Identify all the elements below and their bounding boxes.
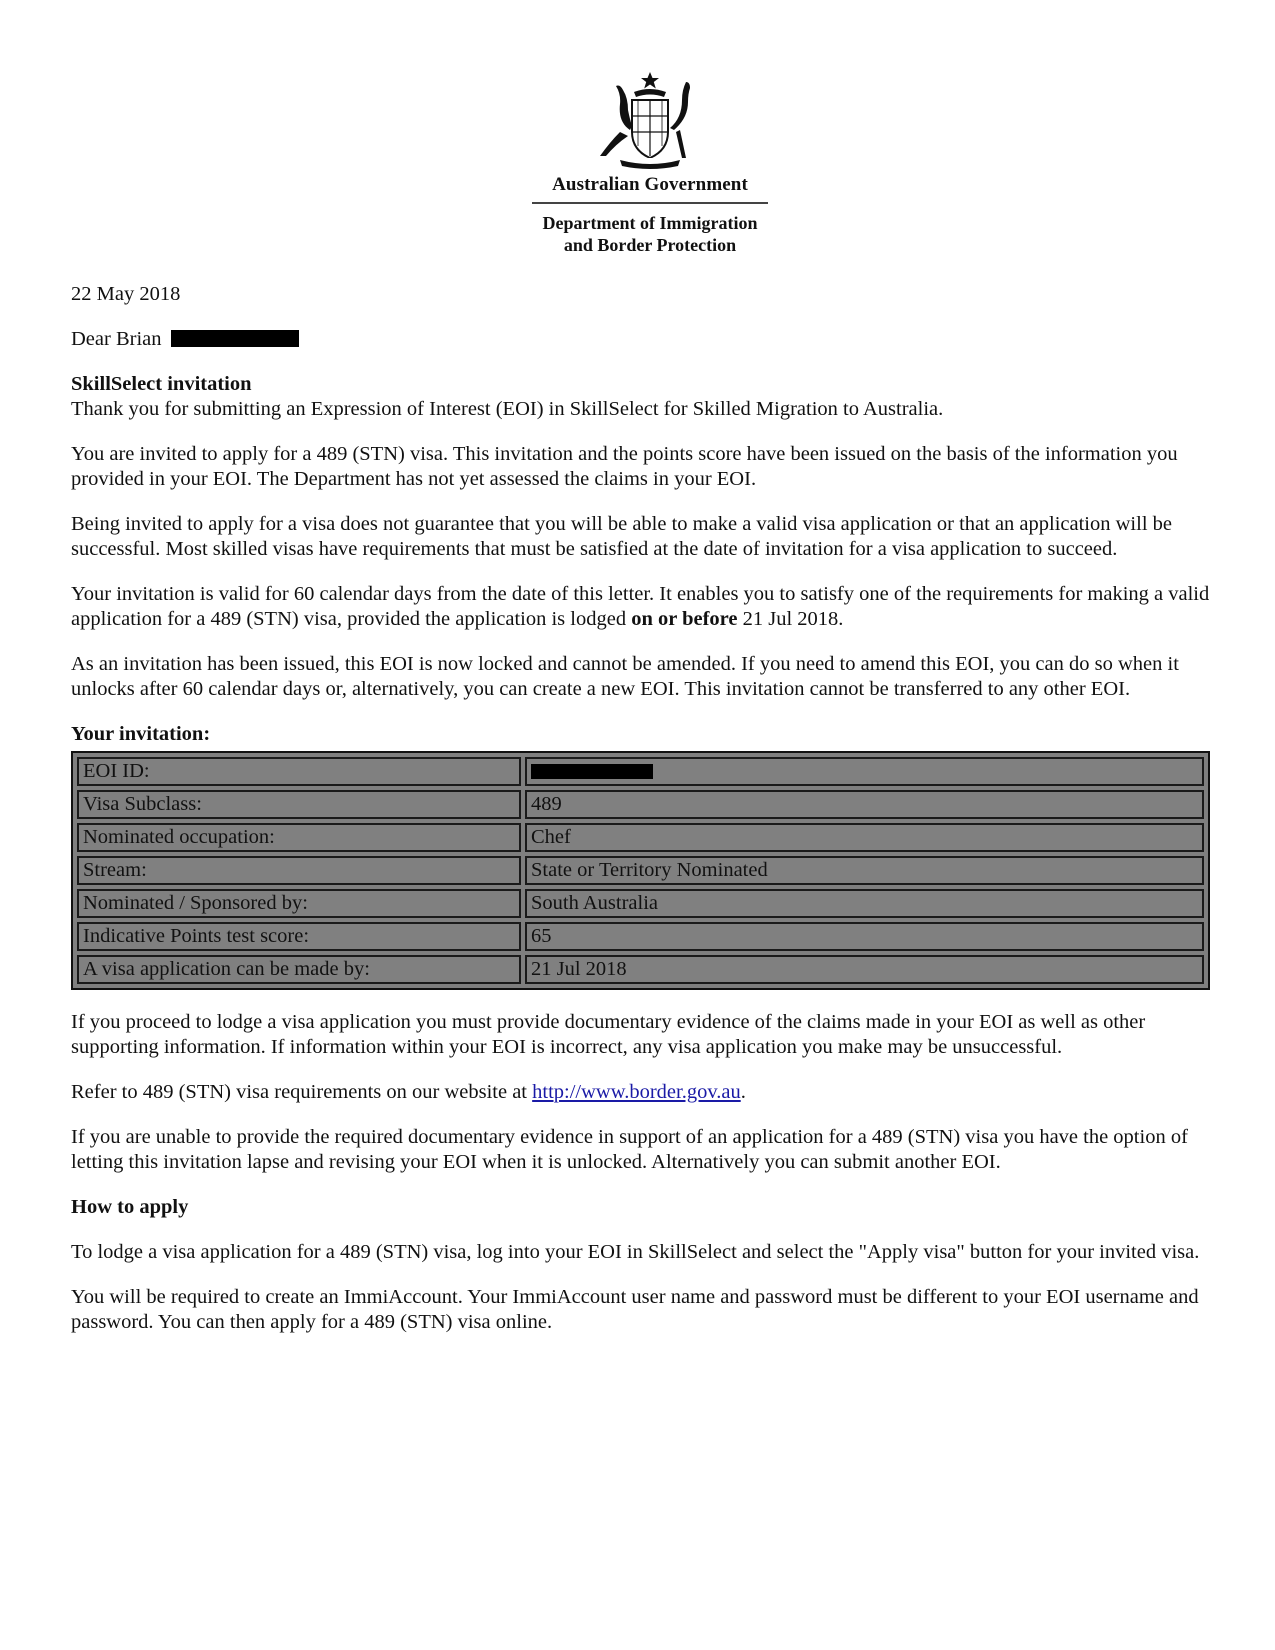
table-row <box>77 790 1204 819</box>
validity-text-2: 21 Jul 2018. <box>737 608 844 630</box>
table-row <box>77 823 1204 852</box>
paragraph-evidence: If you proceed to lodge a visa application you must provide documentary evidence of the claims made in your EOI as well as other supporting information. If information within your EOI is incorrect, any visa application you make may be unsuccessful. <box>71 1011 1146 1058</box>
validity-emphasis: on or before <box>631 608 738 630</box>
salutation <box>71 327 1211 352</box>
letterhead-divider <box>532 202 768 204</box>
subject-heading: SkillSelect invitation <box>71 373 252 395</box>
website-text-1: Refer to 489 (STN) visa requirements on our website at <box>71 1081 533 1103</box>
how-to-apply-heading: How to apply <box>71 1196 189 1218</box>
invitation-table <box>71 751 1210 990</box>
paragraph-lapse: If you are unable to provide the required documentary evidence in support of an application for a 489 (STN) visa you have the option of letting this invitation lapse and revising your EOI when it is unlocked. Alternatively you can submit another EOI. <box>71 1126 1188 1173</box>
paragraph-lodge: To lodge a visa application for a 489 (STN) visa, log into your EOI in SkillSelect and select the "Apply visa" button for your invited visa. <box>71 1241 1200 1263</box>
department-name-line2: and Border Protection <box>563 235 737 255</box>
government-name: Australian Government <box>552 174 748 195</box>
row-label: EOI ID: <box>77 757 521 786</box>
row-label: Visa Subclass: <box>77 790 521 819</box>
row-label: Indicative Points test score: <box>77 922 521 951</box>
row-value: Chef <box>525 823 1204 852</box>
website-text-2: . <box>740 1081 746 1103</box>
salutation-text: Dear Brian <box>71 328 162 350</box>
department-name-line1: Department of Immigration <box>542 213 758 233</box>
redaction-bar <box>171 330 299 347</box>
paragraph-validity <box>71 582 1211 632</box>
table-row <box>77 955 1204 984</box>
row-value: South Australia <box>525 889 1204 918</box>
row-value: 489 <box>525 790 1204 819</box>
paragraph-no-guarantee: Being invited to apply for a visa does not guarantee that you will be able to make a valid visa application or that an application will be successful. Most skilled visas have requirements that must be satisfied at the date of invitation for a visa application to succeed. <box>71 513 1172 560</box>
row-label: Stream: <box>77 856 521 885</box>
table-row <box>77 856 1204 885</box>
validity-text-1: Your invitation is valid for 60 calendar days from the date of this letter. It enables you to satisfy one of the requirements for making a valid application for a 489 (STN) visa, provided the application is lodged <box>71 583 1210 630</box>
border-website-link[interactable]: http://www.border.gov.au <box>532 1081 741 1103</box>
invitation-heading: Your invitation: <box>71 723 211 745</box>
row-value: State or Territory Nominated <box>525 856 1204 885</box>
paragraph-website <box>71 1080 1211 1105</box>
letterhead <box>480 70 820 256</box>
row-value: 65 <box>525 922 1204 951</box>
table-row <box>77 757 1204 786</box>
paragraph-thanks: Thank you for submitting an Expression of Interest (EOI) in SkillSelect for Skilled Migration to Australia. <box>71 398 944 420</box>
table-row <box>77 889 1204 918</box>
row-label: Nominated occupation: <box>77 823 521 852</box>
letter-date: 22 May 2018 <box>71 283 181 305</box>
row-value: 21 Jul 2018 <box>525 955 1204 984</box>
coat-of-arms-icon <box>590 70 710 170</box>
letter-body <box>71 282 1211 1335</box>
paragraph-locked: As an invitation has been issued, this EOI is now locked and cannot be amended. If you need to amend this EOI, you can do so when it unlocks after 60 calendar days or, alternatively, you can create a new EOI. This invitation cannot be transferred to any other EOI. <box>71 653 1179 700</box>
row-label: A visa application can be made by: <box>77 955 521 984</box>
paragraph-invited: You are invited to apply for a 489 (STN) visa. This invitation and the points score have been issued on the basis of the information you provided in your EOI. The Department has not yet assessed the claims in your EOI. <box>71 443 1178 490</box>
row-label: Nominated / Sponsored by: <box>77 889 521 918</box>
redaction-bar <box>531 764 653 779</box>
table-row <box>77 922 1204 951</box>
paragraph-immiaccount: You will be required to create an ImmiAccount. Your ImmiAccount user name and password must be different to your EOI username and password. You can then apply for a 489 (STN) visa online. <box>71 1286 1199 1333</box>
row-value <box>525 757 1204 786</box>
